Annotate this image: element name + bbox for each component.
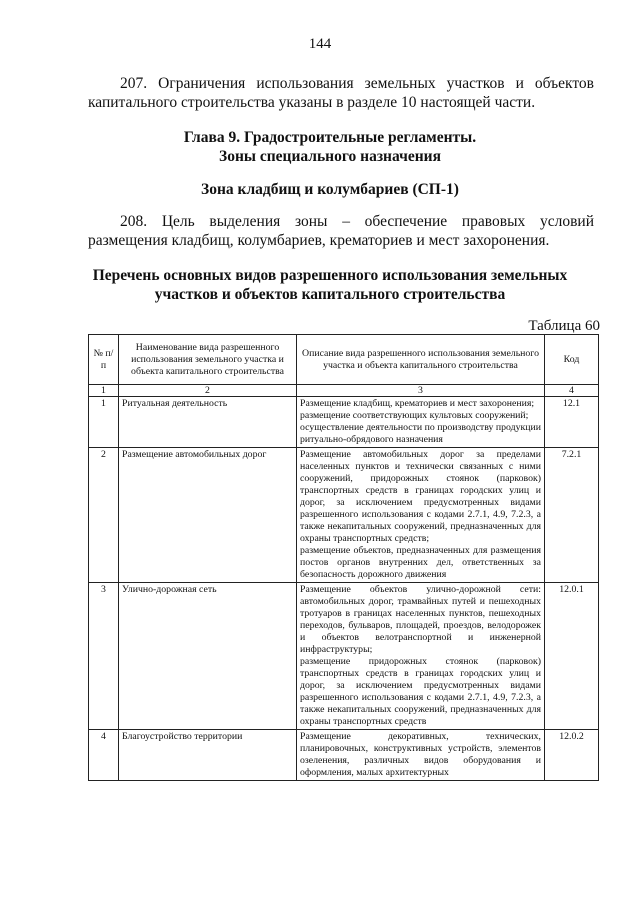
row-number: 1 (89, 397, 119, 448)
column-number-row (89, 385, 599, 397)
column-number: 4 (545, 385, 599, 397)
chapter-heading-line1: Глава 9. Градостроительные регламенты. (183, 129, 477, 146)
use-description (297, 583, 545, 730)
use-code: 12.0.1 (545, 583, 599, 730)
table-label: Таблица 60 (528, 318, 600, 334)
paragraph-208-line2: размещения кладбищ, колумбариев, крематориев и мест захоронения. (88, 232, 550, 249)
table-row (89, 448, 599, 583)
paragraph-207-line1: 207. Ограничения использования земельных участков и объектов (120, 75, 594, 92)
description-line: Размещение кладбищ, крематориев и мест захоронения; (300, 398, 535, 409)
use-code: 12.1 (545, 397, 599, 448)
row-number: 3 (89, 583, 119, 730)
list-heading-line2: участков и объектов капитального строительства (154, 286, 506, 303)
column-number: 2 (119, 385, 297, 397)
table-row (89, 730, 599, 781)
description-line: размещение объектов, предназначенных для размещения постов органов внутренних дел, ответственных за безопасность дорожного движения (300, 545, 541, 580)
paragraph-207 (88, 74, 594, 112)
zone-title: Зона кладбищ и колумбариев (СП-1) (201, 181, 459, 198)
use-description (297, 397, 545, 448)
table-row (89, 397, 599, 448)
table-header-row (89, 335, 599, 385)
row-number: 2 (89, 448, 119, 583)
page-number: 144 (308, 36, 332, 52)
list-heading (60, 266, 600, 304)
list-heading-line1: Перечень основных видов разрешенного использования земельных (92, 267, 568, 284)
table-row (89, 583, 599, 730)
paragraph-208-line1: 208. Цель выделения зоны – обеспечение правовых условий (120, 213, 594, 230)
description-line: размещение придорожных стоянок (парковок) транспортных средств в границах городских улиц и дорог, за исключением предусмотренных видами разрешенного использования с кодами 2.7.1, 4.9, 7.2.3, а также некапитальных сооружений, предназначенных для охраны транспортных средств (300, 656, 541, 727)
use-name: Благоустройство территории (119, 730, 297, 781)
use-name: Улично-дорожная сеть (119, 583, 297, 730)
permitted-use-table (88, 334, 599, 781)
description-line: Размещение автомобильных дорог за пределами населенных пунктов и технически связанных с ними сооружений, придорожных стоянок (парковок) транспортных средств в границах городских улиц и дорог, за исключением предусмотренных видами разрешенного использования с кодами 2.7.1, 4.9, 7.2.3, а также некапитальных сооружений, предназначенных для охраны транспортных средств; (300, 449, 541, 544)
use-description (297, 730, 545, 781)
description-line: Размещение декоративных, технических, планировочных, конструктивных устройств, элементов озеленения, различных видов оборудования и оформления, малых архитектурных (300, 731, 541, 778)
column-number: 3 (297, 385, 545, 397)
use-name: Ритуальная деятельность (119, 397, 297, 448)
row-number: 4 (89, 730, 119, 781)
use-code: 12.0.2 (545, 730, 599, 781)
header-code: Код (545, 335, 599, 385)
paragraph-207-line2: капитального строительства указаны в разделе 10 настоящей части. (88, 94, 536, 111)
use-description (297, 448, 545, 583)
description-line: осуществление деятельности по производству продукции ритуально-обрядового назначения (300, 422, 541, 445)
header-number: № п/п (89, 335, 119, 385)
column-number: 1 (89, 385, 119, 397)
use-name: Размещение автомобильных дорог (119, 448, 297, 583)
header-use-description: Описание вида разрешенного использования земельного участка и объекта капитального строительства (297, 335, 545, 385)
use-code: 7.2.1 (545, 448, 599, 583)
paragraph-208 (88, 212, 594, 250)
description-line: Размещение объектов улично-дорожной сети: автомобильных дорог, трамвайных путей и пешеходных тротуаров в границах населенных пунктов, пешеходных переходов, бульваров, площадей, проездов, велодорожек и объектов велотранспортной и инженерной инфраструктуры; (300, 584, 541, 655)
chapter-heading (60, 128, 600, 166)
description-line: размещение соответствующих культовых сооружений; (300, 410, 529, 421)
header-use-name: Наименование вида разрешенного использования земельного участка и объекта капитального строительства (119, 335, 297, 385)
chapter-heading-line2: Зоны специального назначения (219, 148, 441, 165)
